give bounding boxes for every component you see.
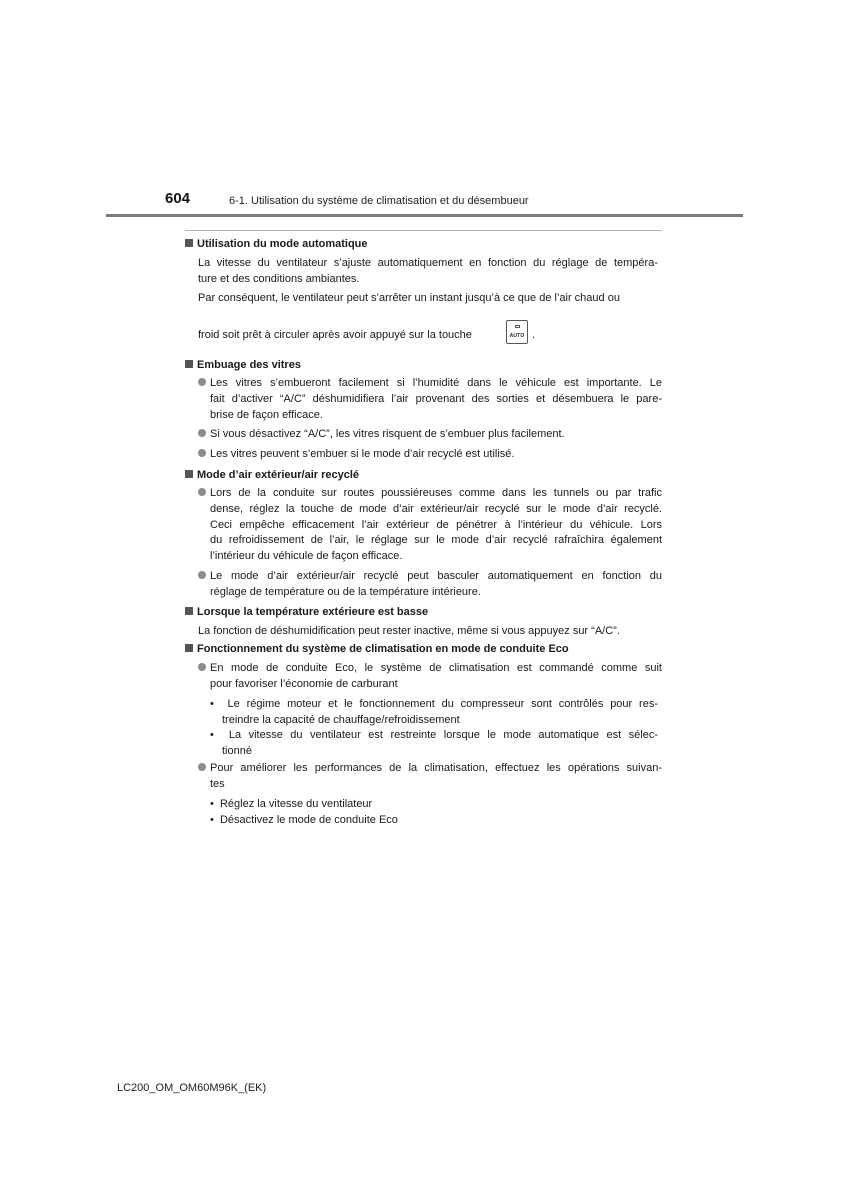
square-bullet-icon — [185, 607, 193, 615]
section-heading: Fonctionnement du système de climatisation en mode de conduite Eco — [185, 642, 569, 657]
round-bullet-icon — [198, 571, 206, 579]
bullet-line: Si vous désactivez “A/C”, les vitres risquent de s’embuer plus facilement. — [198, 427, 565, 442]
square-bullet-icon — [185, 360, 193, 368]
bullet-line: Lors de la conduite sur routes poussiéreuses comme dans les tunnels ou par trafic — [198, 486, 662, 501]
bullet-line: Pour améliorer les performances de la climatisation, effectuez les opérations suivan- — [198, 761, 662, 776]
auto-button-icon — [506, 320, 528, 344]
paragraph-line: . — [532, 329, 536, 341]
bullet-line: Les vitres peuvent s’embuer si le mode d’air recyclé est utilisé. — [198, 447, 514, 462]
paragraph-line: La fonction de déshumidification peut rester inactive, même si vous appuyez sur “A/C”. — [198, 625, 620, 637]
square-bullet-icon — [185, 239, 193, 247]
header-rule — [106, 214, 743, 217]
section-heading: Mode d’air extérieur/air recyclé — [185, 468, 359, 483]
square-bullet-icon — [185, 644, 193, 652]
sub-bullet-marker: • — [210, 729, 229, 741]
bullet-line: Ceci empêche efficacement l’air extérieur de pénétrer à l’intérieur du véhicule. Lors — [210, 519, 662, 531]
indicator-light — [515, 325, 520, 328]
bullet-line: Le mode d’air extérieur/air recyclé peut basculer automatiquement en fonction du — [198, 569, 662, 584]
round-bullet-icon — [198, 663, 206, 671]
bullet-line: En mode de conduite Eco, le système de climatisation est commandé comme suit — [198, 661, 662, 676]
round-bullet-icon — [198, 429, 206, 437]
bullet-line: brise de façon efficace. — [210, 409, 323, 421]
bullet-line: fait d’activer “A/C” déshumidifiera l’air provenant des sorties et désembuera le pare- — [210, 393, 662, 405]
chapter-title: 6-1. Utilisation du système de climatisation et du désembueur — [229, 195, 529, 207]
round-bullet-icon — [198, 449, 206, 457]
sub-item-line: • La vitesse du ventilateur est restreinte lorsque le mode automatique est sélec- — [210, 729, 658, 741]
paragraph-line: froid soit prêt à circuler après avoir appuyé sur la touche — [198, 329, 472, 341]
round-bullet-icon — [198, 378, 206, 386]
section-heading: Utilisation du mode automatique — [185, 237, 368, 252]
bullet-line: Les vitres s’embueront facilement si l’humidité dans le véhicule est importante. Le — [198, 376, 662, 391]
paragraph-line: ture et des conditions ambiantes. — [198, 273, 360, 285]
section-heading: Embuage des vitres — [185, 358, 301, 373]
sub-item-line: • Réglez la vitesse du ventilateur — [210, 798, 373, 810]
sub-bullet-marker: • — [210, 814, 220, 826]
paragraph-line: Par conséquent, le ventilateur peut s’arrêter un instant jusqu’à ce que de l’air chaud ou — [198, 292, 620, 304]
round-bullet-icon — [198, 763, 206, 771]
bullet-line: pour favoriser l’économie de carburant — [210, 678, 398, 690]
auto-button-label: AUTO — [509, 333, 525, 339]
footer-code: LC200_OM_OM60M96K_(EK) — [117, 1082, 267, 1094]
bullet-line: l’intérieur du véhicule de façon efficace. — [210, 550, 403, 562]
square-bullet-icon — [185, 470, 193, 478]
sub-bullet-marker: • — [210, 698, 228, 710]
paragraph-line: La vitesse du ventilateur s’ajuste automatiquement en fonction du réglage de tempéra- — [198, 257, 658, 269]
sub-bullet-marker: • — [210, 798, 220, 810]
bullet-line: du refroidissement de l’air, le réglage sur le mode d’air recyclé rafraîchira également — [210, 534, 662, 546]
section-heading: Lorsque la température extérieure est basse — [185, 605, 428, 620]
round-bullet-icon — [198, 488, 206, 496]
sub-item-line: • Le régime moteur et le fonctionnement du compresseur sont contrôlés pour res- — [210, 698, 658, 710]
bullet-line: tes — [210, 778, 225, 790]
sub-item-line: tionné — [222, 745, 252, 757]
sub-item-line: • Désactivez le mode de conduite Eco — [210, 814, 398, 826]
sub-item-line: treindre la capacité de chauffage/refroidissement — [222, 714, 460, 726]
content-rule — [185, 230, 662, 231]
page-number: 604 — [165, 190, 191, 207]
bullet-line: réglage de température ou de la température intérieure. — [210, 586, 481, 598]
bullet-line: dense, réglez la touche de mode d’air extérieur/air recyclé sur le mode d’air recyclé. — [210, 503, 662, 515]
